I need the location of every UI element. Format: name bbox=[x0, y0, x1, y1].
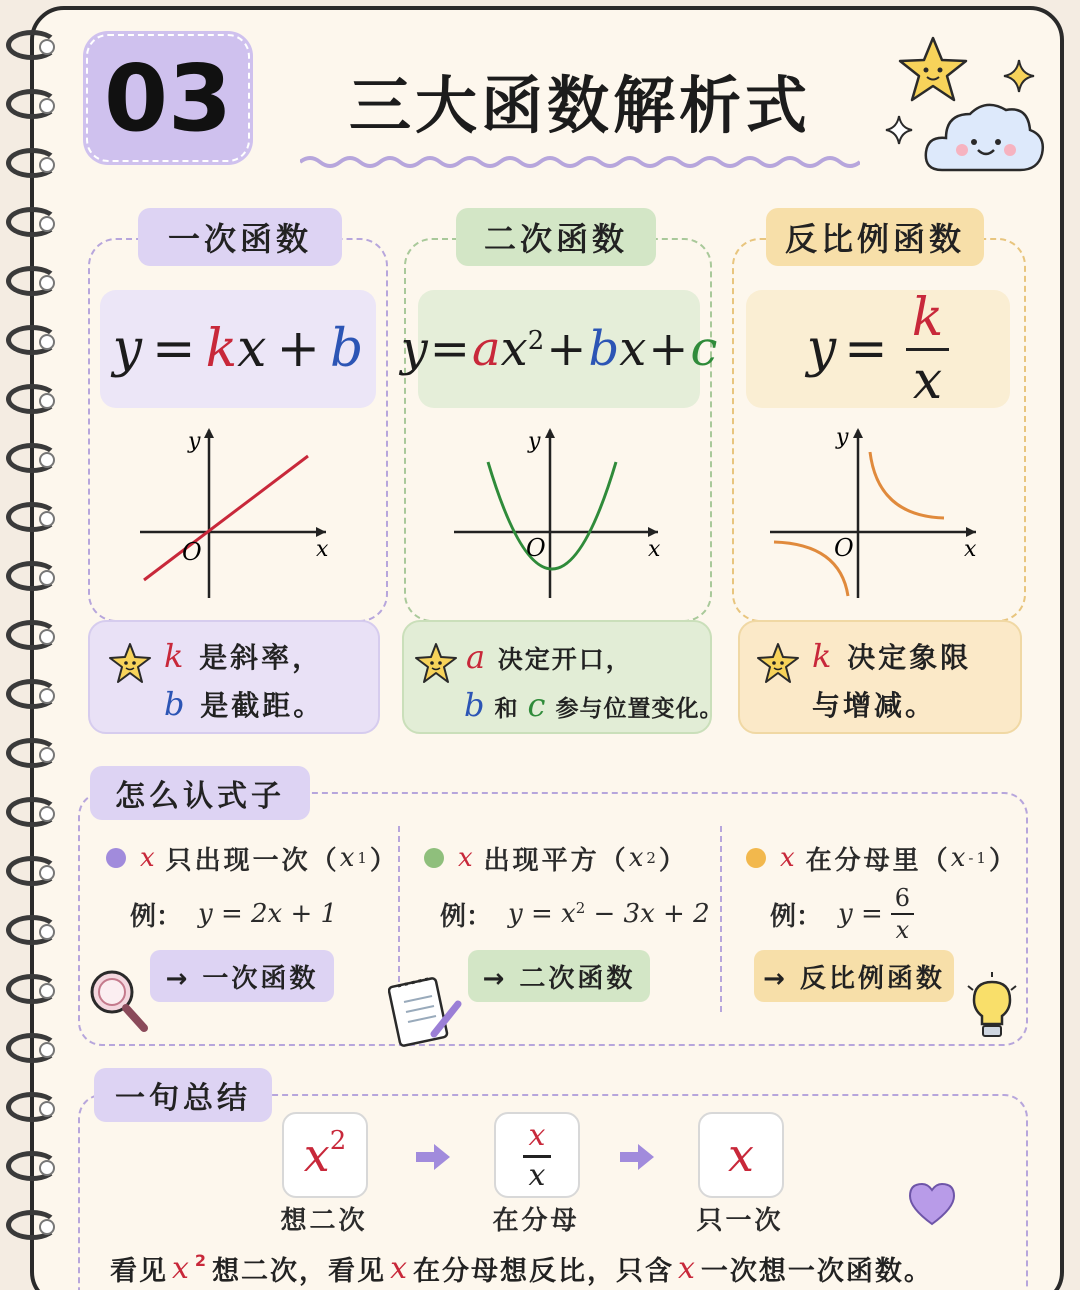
arrow-right-icon bbox=[618, 1142, 656, 1172]
result-inverse-label: → 反比例函数 bbox=[754, 950, 954, 1002]
formula-var-y: y bbox=[806, 319, 837, 379]
formula-quadratic bbox=[400, 290, 718, 408]
formula-plus: + bbox=[546, 321, 587, 377]
rule-text: ） bbox=[658, 845, 688, 876]
formula-var-x: x bbox=[237, 319, 267, 379]
bullet-dot bbox=[424, 848, 444, 868]
example-numerator: 6 bbox=[891, 886, 914, 915]
quadratic-graph bbox=[452, 420, 666, 604]
example-expression: − 3x + 2 bbox=[585, 899, 710, 929]
axis-label-x: x bbox=[648, 537, 661, 562]
page-title: 三大函数解析式 bbox=[348, 69, 811, 142]
note-var-b: b bbox=[464, 686, 486, 724]
example-denominator: x bbox=[895, 916, 910, 944]
magnifier-icon bbox=[86, 966, 150, 1034]
note-text: 与增减。 bbox=[812, 689, 937, 722]
note-text: 是截距。 bbox=[200, 689, 325, 722]
spiral-ring-icon bbox=[6, 915, 58, 945]
spiral-ring-icon bbox=[6, 561, 58, 591]
spiral-ring-icon bbox=[6, 797, 58, 827]
rule-text: 在分母里（ bbox=[805, 845, 951, 876]
sparkle-icon bbox=[884, 114, 914, 146]
spiral-ring-icon bbox=[6, 856, 58, 886]
spiral-ring-icon bbox=[6, 30, 58, 60]
card-title-quadratic: 二次函数 bbox=[456, 208, 656, 266]
spiral-ring-icon bbox=[6, 1033, 58, 1063]
rule-quadratic bbox=[424, 838, 688, 878]
identify-title: 怎么认式子 bbox=[90, 766, 310, 820]
spiral-ring-icon bbox=[6, 1210, 58, 1240]
result-linear-label: → 一次函数 bbox=[150, 950, 334, 1002]
notepad-icon bbox=[388, 970, 464, 1052]
formula-plus: + bbox=[276, 319, 321, 379]
title-underline-wave bbox=[300, 152, 860, 172]
note-text: 和 bbox=[494, 696, 519, 722]
note-linear bbox=[88, 620, 380, 734]
example-fraction bbox=[891, 886, 914, 942]
axis-label-y: y bbox=[836, 425, 849, 450]
origin-label: O bbox=[182, 538, 202, 566]
star-face-icon bbox=[108, 642, 152, 684]
inverse-graph bbox=[766, 420, 982, 604]
axis-label-y: y bbox=[188, 429, 201, 454]
summary-exponent: 2 bbox=[194, 1250, 209, 1270]
axis-label-x: x bbox=[964, 537, 977, 562]
formula-exponent: 2 bbox=[527, 326, 545, 356]
linear-graph bbox=[132, 420, 348, 604]
note-var-k: k bbox=[812, 637, 835, 675]
bullet-dot bbox=[746, 848, 766, 868]
formula-linear bbox=[100, 290, 376, 408]
note-var-c: c bbox=[527, 686, 547, 724]
rule-text: ） bbox=[369, 845, 399, 876]
symbol-x-text: x bbox=[728, 1128, 754, 1182]
spiral-ring-icon bbox=[6, 89, 58, 119]
symbol-denominator: x bbox=[528, 1157, 546, 1193]
note-text: 决定象限 bbox=[847, 641, 972, 674]
symbol-base: x bbox=[303, 1128, 330, 1182]
rule-inverse bbox=[746, 838, 1018, 878]
summary-text: 看见 bbox=[110, 1255, 168, 1287]
note-text: 是斜率， bbox=[199, 641, 324, 674]
spiral-ring-icon bbox=[6, 384, 58, 414]
formula-plus: + bbox=[648, 321, 689, 377]
spiral-binding bbox=[0, 30, 66, 1290]
formula-equals: = bbox=[152, 319, 196, 379]
section-number-badge: 03 bbox=[86, 34, 250, 162]
star-face-icon bbox=[414, 642, 458, 684]
formula-var-a: a bbox=[471, 321, 501, 377]
bullet-dot bbox=[106, 848, 126, 868]
spiral-ring-icon bbox=[6, 1151, 58, 1181]
spiral-ring-icon bbox=[6, 325, 58, 355]
formula-var-x: x bbox=[619, 321, 647, 377]
formula-denominator-x: x bbox=[912, 350, 943, 411]
spiral-ring-icon bbox=[6, 148, 58, 178]
rule-power-exp: 2 bbox=[646, 849, 659, 867]
summary-text: 一次想一次函数。 bbox=[700, 1255, 933, 1287]
note-text: 参与位置变化。 bbox=[555, 696, 724, 722]
formula-fraction bbox=[906, 287, 950, 411]
note-inverse bbox=[738, 620, 1022, 734]
note-quadratic bbox=[402, 620, 724, 734]
example-expression: y = x bbox=[508, 899, 576, 929]
symbol-x bbox=[698, 1112, 784, 1198]
heart-icon bbox=[906, 1180, 958, 1228]
axis-label-x: x bbox=[316, 537, 329, 562]
formula-equals: = bbox=[429, 321, 470, 377]
rule-var: x bbox=[140, 843, 158, 873]
summary-sentence bbox=[110, 1246, 1020, 1290]
summary-text: 在分母想反比，只含 bbox=[412, 1255, 674, 1287]
note-var-k: k bbox=[164, 637, 187, 675]
caption-denominator: 在分母 bbox=[492, 1206, 580, 1236]
cloud-face-icon bbox=[920, 90, 1048, 182]
spiral-ring-icon bbox=[6, 1092, 58, 1122]
column-divider bbox=[720, 826, 722, 1012]
rule-text: ） bbox=[988, 845, 1018, 876]
spiral-ring-icon bbox=[6, 266, 58, 296]
rule-power-base: x bbox=[950, 843, 969, 873]
rule-text: 只出现一次（ bbox=[165, 845, 340, 876]
summary-var: x bbox=[172, 1250, 191, 1286]
rule-linear bbox=[106, 838, 399, 878]
symbol-x-squared bbox=[282, 1112, 368, 1198]
rule-var: x bbox=[780, 843, 798, 873]
caption-linear: 只一次 bbox=[696, 1206, 784, 1236]
spiral-ring-icon bbox=[6, 738, 58, 768]
example-expression: y = bbox=[838, 899, 883, 929]
spiral-ring-icon bbox=[6, 974, 58, 1004]
star-face-icon bbox=[756, 642, 800, 684]
symbol-numerator: x bbox=[523, 1118, 552, 1158]
rule-power-base: x bbox=[628, 843, 647, 873]
summary-title: 一句总结 bbox=[94, 1068, 272, 1122]
spiral-ring-icon bbox=[6, 207, 58, 237]
axis-label-y: y bbox=[528, 429, 541, 454]
rule-power-base: x bbox=[339, 843, 358, 873]
caption-quadratic: 想二次 bbox=[280, 1206, 368, 1236]
formula-numerator-k: k bbox=[906, 292, 950, 351]
rule-text: 出现平方（ bbox=[483, 845, 629, 876]
rule-var: x bbox=[458, 843, 476, 873]
formula-var-k: k bbox=[205, 319, 238, 379]
card-title-inverse: 反比例函数 bbox=[766, 208, 984, 266]
example-label: 例： bbox=[770, 901, 823, 932]
arrow-right-icon bbox=[414, 1142, 452, 1172]
formula-var-x: x bbox=[500, 321, 528, 377]
formula-var-y: y bbox=[112, 319, 143, 379]
formula-var-y: y bbox=[400, 321, 428, 377]
result-quadratic-label: → 二次函数 bbox=[468, 950, 650, 1002]
example-label: 例： bbox=[440, 901, 493, 932]
lightbulb-icon bbox=[962, 970, 1022, 1044]
card-title-linear: 一次函数 bbox=[138, 208, 342, 266]
sparkle-icon bbox=[1002, 58, 1036, 94]
example-label: 例： bbox=[130, 901, 183, 932]
symbol-exponent: 2 bbox=[329, 1126, 347, 1156]
summary-var: x bbox=[677, 1250, 697, 1286]
origin-label: O bbox=[526, 534, 546, 562]
formula-var-b: b bbox=[588, 321, 620, 377]
summary-var: x bbox=[390, 1250, 409, 1286]
note-var-a: a bbox=[466, 638, 488, 676]
formula-var-c: c bbox=[690, 321, 718, 377]
origin-label: O bbox=[834, 534, 854, 562]
formula-equals: = bbox=[844, 319, 888, 379]
rule-power-exp: -1 bbox=[968, 849, 989, 867]
symbol-x-over-x bbox=[494, 1112, 580, 1198]
spiral-ring-icon bbox=[6, 620, 58, 650]
spiral-ring-icon bbox=[6, 679, 58, 709]
example-exponent: 2 bbox=[575, 899, 586, 917]
example-linear bbox=[130, 886, 337, 942]
spiral-ring-icon bbox=[6, 502, 58, 532]
summary-text: 想二次，看见 bbox=[212, 1255, 387, 1287]
spiral-ring-icon bbox=[6, 443, 58, 473]
rule-power-exp: 1 bbox=[357, 849, 370, 867]
formula-var-b: b bbox=[330, 319, 364, 379]
formula-inverse bbox=[746, 287, 1010, 411]
example-inverse bbox=[770, 886, 914, 942]
note-text: 决定开口， bbox=[497, 645, 633, 674]
example-quadratic bbox=[440, 886, 710, 942]
example-expression: y = 2x + 1 bbox=[198, 899, 338, 929]
note-var-b: b bbox=[164, 685, 188, 723]
